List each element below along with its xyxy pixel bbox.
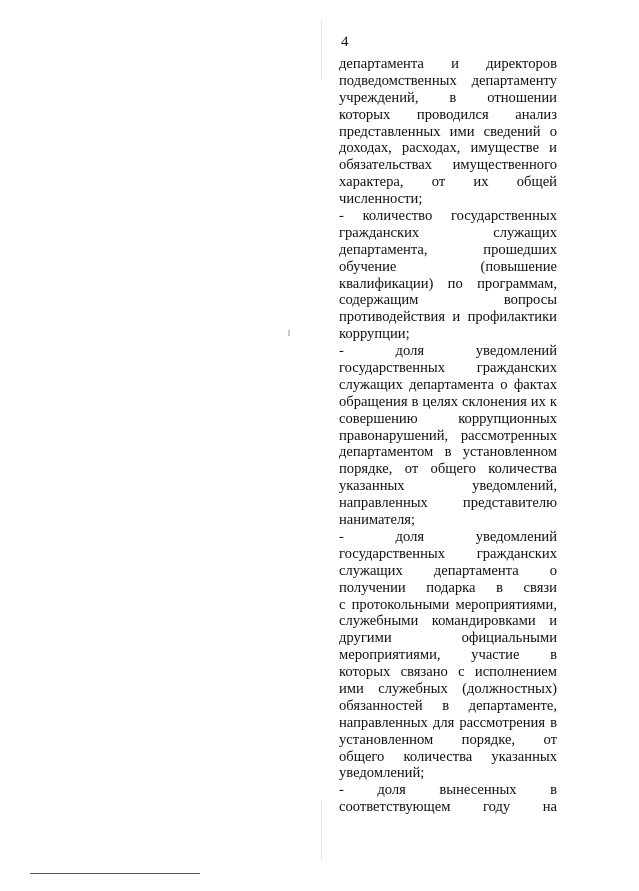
text-column (339, 56, 557, 816)
text-line: получении подарка в связи (339, 579, 557, 596)
text-line: квалификации) по программам, (339, 275, 557, 292)
text-line: обязанностей в департаменте, (339, 697, 557, 714)
footer-rule (30, 873, 200, 874)
text-line: направленных представителю (339, 495, 557, 512)
text-line: - доля уведомлений (339, 343, 557, 360)
text-line: - доля вынесенных в (339, 782, 557, 799)
text-line: установленном порядке, от (339, 731, 557, 748)
text-line: противодействия и профилактики (339, 309, 557, 326)
text-line: подведомственных департаменту (339, 72, 557, 89)
text-line: соответствующем году на (339, 799, 557, 816)
text-line: - количество государственных (339, 208, 557, 225)
text-line: характера, от их общей (339, 174, 557, 191)
text-line: уведомлений; (339, 765, 425, 782)
text-line: указанных уведомлений, (339, 478, 557, 495)
text-line: порядке, от общего количества (339, 461, 557, 478)
text-line: направленных для рассмотрения в (339, 714, 557, 731)
text-line: нанимателя; (339, 512, 416, 529)
text-line: служебными командировками и (339, 613, 557, 630)
page-number: 4 (341, 34, 349, 50)
text-line: совершению коррупционных (339, 410, 557, 427)
scan-artifact-line (321, 800, 322, 860)
text-line: обучение (повышение (339, 258, 557, 275)
text-line: департамента, прошедших (339, 241, 557, 258)
text-line: обязательствах имущественного (339, 157, 557, 174)
scan-artifact-line (321, 20, 322, 80)
text-line: доходах, расходах, имуществе и (339, 140, 557, 157)
text-line: гражданских служащих (339, 224, 557, 241)
text-line: численности; (339, 191, 423, 208)
text-line: государственных гражданских (339, 360, 557, 377)
text-line: обращения в целях склонения их к (339, 393, 557, 410)
text-line: с протокольными мероприятиями, (339, 596, 557, 613)
text-line: служащих департамента о фактах (339, 376, 557, 393)
text-line: - доля уведомлений (339, 528, 557, 545)
text-line: ими служебных (должностных) (339, 680, 557, 697)
text-line: департаментом в установленном (339, 444, 557, 461)
text-line: содержащим вопросы (339, 292, 557, 309)
text-line: другими официальными (339, 630, 557, 647)
text-line: служащих департамента о (339, 562, 557, 579)
text-line: учреждений, в отношении (339, 89, 557, 106)
text-line: представленных ими сведений о (339, 123, 557, 140)
text-line: которых связано с исполнением (339, 664, 557, 681)
text-line: которых проводился анализ (339, 106, 557, 123)
text-line: мероприятиями, участие в (339, 647, 557, 664)
scan-artifact-dot (288, 330, 290, 336)
text-line: государственных гражданских (339, 545, 557, 562)
text-line: общего количества указанных (339, 748, 557, 765)
text-line: департамента и директоров (339, 56, 557, 72)
text-line: коррупции; (339, 326, 410, 343)
text-line: правонарушений, рассмотренных (339, 427, 557, 444)
